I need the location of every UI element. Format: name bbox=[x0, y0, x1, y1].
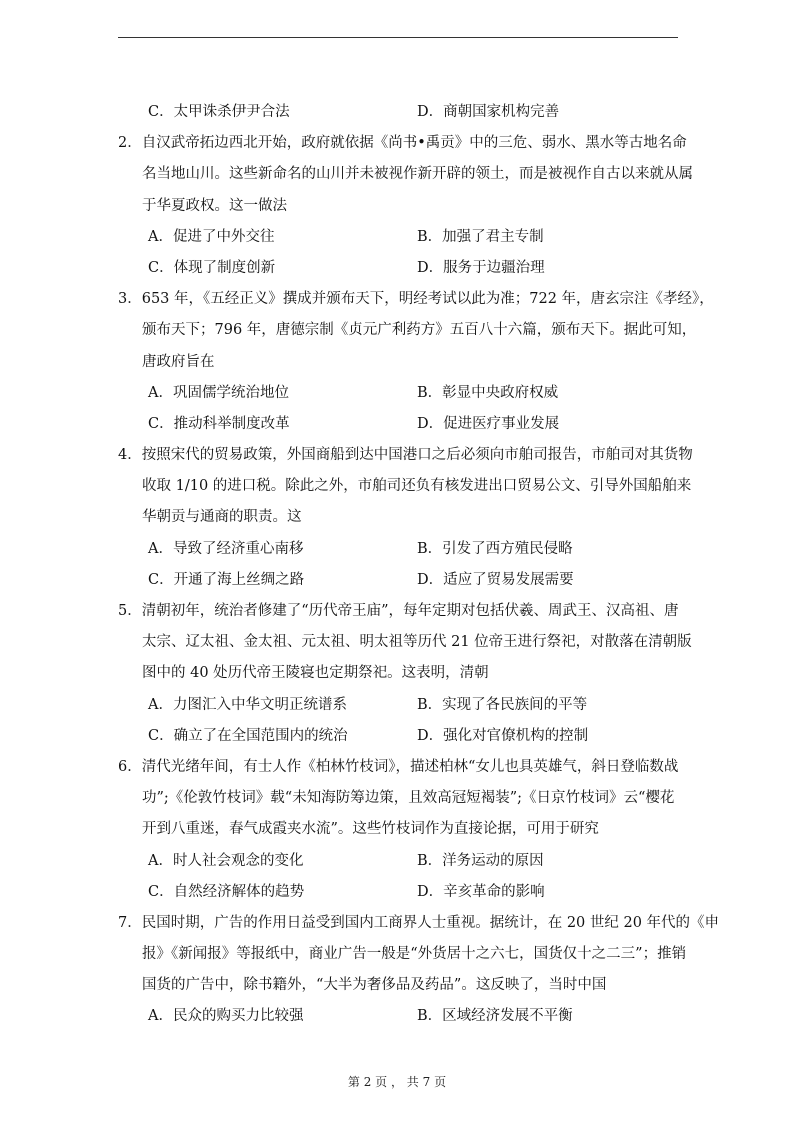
q4-option-c[interactable]: C．开通了海上丝绸之路 bbox=[148, 571, 305, 588]
q7-option-b[interactable]: B．区域经济发展不平衡 bbox=[417, 1008, 573, 1025]
q1-options-row-2 bbox=[118, 97, 686, 128]
q7-stem-line-1: 7．民国时期，广告的作用日益受到国内工商界人士重视。据统计，在 20 世纪 20 年代的《申 bbox=[118, 914, 720, 931]
q2-options-row-1 bbox=[118, 222, 686, 253]
q6-stem-line-1: 6．清代光绪年间，有士人作《柏林竹枝词》，描述柏林“女儿也具英雄气，斜日登临数战 bbox=[118, 758, 679, 775]
q4-stem-line-1: 4．按照宋代的贸易政策，外国商船到达中国港口之后必须向市舶司报告，市舶司对其货物 bbox=[118, 447, 693, 464]
q2-option-b[interactable]: B．加强了君主专制 bbox=[417, 228, 544, 245]
q3-options-row-1 bbox=[118, 378, 686, 409]
q4-options-row-1 bbox=[118, 534, 686, 565]
q5-option-b[interactable]: B．实现了各民族间的平等 bbox=[417, 696, 588, 713]
q7-stem-line-2: 报》《新闻报》等报纸中，商业广告一般是“外货居十之六七，国货仅十之二三”；推销 bbox=[142, 946, 687, 963]
q2-option-c[interactable]: C．体现了制度创新 bbox=[148, 259, 276, 276]
q2-option-d[interactable]: D．服务于边疆治理 bbox=[417, 259, 545, 276]
q5-stem-line-2: 太宗、辽太祖、金太祖、元太祖、明太祖等历代 21 位帝王进行祭祀，对散落在清朝版 bbox=[142, 634, 692, 651]
page-footer: 第 2 页 ， 共 7 页 bbox=[347, 1075, 447, 1089]
exam-content bbox=[118, 97, 720, 1033]
q4-option-d[interactable]: D．适应了贸易发展需要 bbox=[417, 571, 574, 588]
q3-stem-line-1: 3．653 年，《五经正义》撰成并颁布天下，明经考试以此为准；722 年，唐玄宗注《孝经》， bbox=[118, 291, 714, 308]
q7-stem-line-3: 国货的广告中，除书籍外，“大半为奢侈品及药品”。这反映了，当时中国 bbox=[142, 977, 607, 994]
q3-option-c[interactable]: C．推动科举制度改革 bbox=[148, 415, 290, 432]
q5-options-row-1 bbox=[118, 690, 686, 721]
q1-option-d[interactable]: D．商朝国家机构完善 bbox=[417, 104, 560, 120]
q2-stem-line-3: 于华夏政权。这一做法 bbox=[142, 197, 287, 214]
q6-option-d[interactable]: D．辛亥革命的影响 bbox=[417, 883, 545, 900]
q3-options-row-2 bbox=[118, 409, 686, 440]
q4-stem-line-2: 收取 1/10 的进口税。除此之外，市舶司还负有核发进出口贸易公文、引导外国船舶来 bbox=[142, 478, 692, 495]
q3-option-b[interactable]: B．彰显中央政府权威 bbox=[417, 384, 559, 401]
q5-option-d[interactable]: D．强化对官僚机构的控制 bbox=[417, 727, 589, 744]
header-rule bbox=[118, 37, 678, 38]
q4-options-row-2 bbox=[118, 565, 686, 596]
q6-stem-line-3: 开到八重迷，春气成霞夹水流”。这些竹枝词作为直接论据，可用于研究 bbox=[142, 821, 599, 838]
q2-options-row-2 bbox=[118, 253, 686, 284]
q7-option-a[interactable]: A．民众的购买力比较强 bbox=[148, 1008, 304, 1025]
q6-options-row-2 bbox=[118, 877, 686, 908]
q5-options-row-2 bbox=[118, 721, 686, 752]
q3-stem-line-2: 颁布天下；796 年，唐德宗制《贞元广利药方》五百八十六篇，颁布天下。据此可知， bbox=[142, 322, 697, 339]
q6-option-b[interactable]: B．洋务运动的原因 bbox=[417, 852, 544, 869]
q1-option-c[interactable]: C．太甲诛杀伊尹合法 bbox=[148, 104, 290, 120]
q4-option-a[interactable]: A．导致了经济重心南移 bbox=[148, 540, 304, 557]
q6-stem-line-2: 功”;《伦敦竹枝词》载“未知海防筹边策，且效高冠短褐装”;《日京竹枝词》云“樱花 bbox=[142, 790, 675, 807]
q2-stem-line-2: 名当地山川。这些新命名的山川并未被视作新开辟的领土，而是被视作自古以来就从属 bbox=[142, 166, 693, 183]
q5-stem-line-1: 5．清朝初年，统治者修建了“历代帝王庙”，每年定期对包括伏羲、周武王、汉高祖、唐 bbox=[118, 603, 679, 619]
q3-stem-line-3: 唐政府旨在 bbox=[142, 353, 215, 370]
q3-option-d[interactable]: D．促进医疗事业发展 bbox=[417, 415, 560, 432]
q6-options-row-1 bbox=[118, 846, 686, 877]
q4-stem-line-3: 华朝贡与通商的职责。这 bbox=[142, 509, 302, 526]
q7-options-row-1 bbox=[118, 1001, 686, 1032]
q3-option-a[interactable]: A．巩固儒学统治地位 bbox=[148, 384, 289, 401]
q5-stem-line-3: 图中的 40 处历代帝王陵寝也定期祭祀。这表明，清朝 bbox=[142, 665, 489, 682]
q6-option-c[interactable]: C．自然经济解体的趋势 bbox=[148, 883, 305, 900]
q4-option-b[interactable]: B．引发了西方殖民侵略 bbox=[417, 540, 573, 557]
q5-option-c[interactable]: C．确立了在全国范围内的统治 bbox=[148, 727, 348, 744]
q2-option-a[interactable]: A．促进了中外交往 bbox=[148, 228, 275, 245]
q2-stem-line-1: 2．自汉武帝拓边西北开始，政府就依据《尚书•禹贡》中的三危、弱水、黑水等古地名命 bbox=[118, 135, 687, 152]
q6-option-a[interactable]: A．时人社会观念的变化 bbox=[148, 852, 304, 869]
q5-option-a[interactable]: A．力图汇入中华文明正统谱系 bbox=[148, 696, 347, 713]
